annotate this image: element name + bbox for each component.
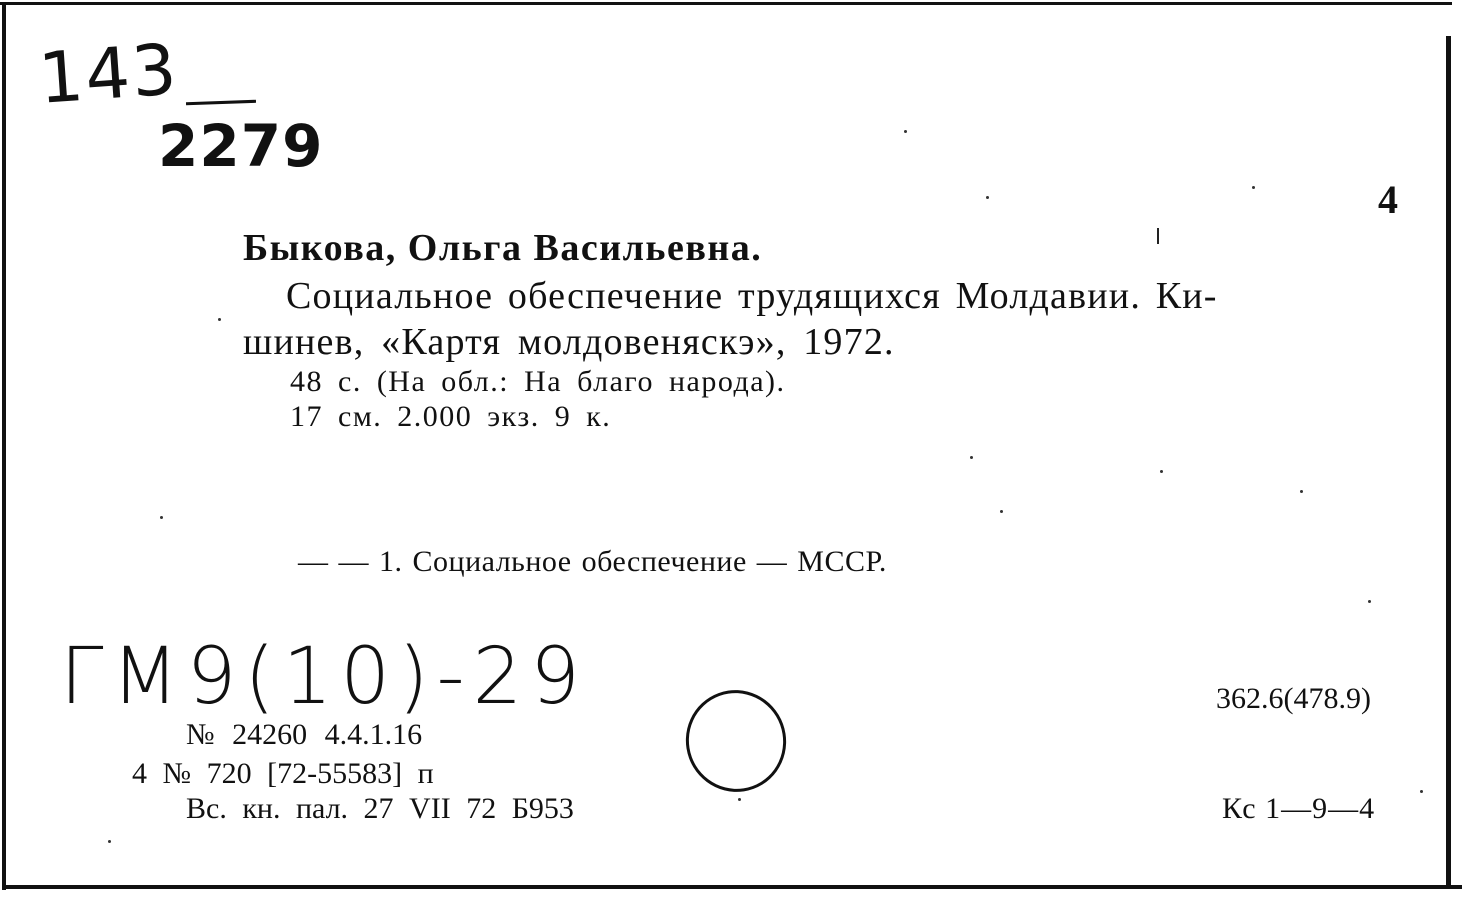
stamp-circle [672, 676, 801, 806]
author-heading: Быкова, Ольга Васильевна. [243, 227, 763, 269]
scan-speck [904, 130, 907, 133]
scan-speck [108, 840, 111, 843]
title-line-1: Социальное обеспечение трудящихся Молдавии. Ки- [286, 275, 1218, 317]
physical-description-line-2: 17 см. 2.000 экз. 9 к. [290, 400, 612, 433]
scan-speck [738, 798, 741, 801]
card-border-left [2, 2, 6, 890]
card-border-right [1446, 36, 1451, 888]
card-number: 4 [1378, 177, 1398, 222]
registration-number-line-1: № 24260 4.4.1.16 [186, 718, 423, 751]
card-border-top [0, 2, 1452, 5]
handwritten-classification: ГМ9(10)-29 [60, 632, 588, 722]
udc-code: 362.6(478.9) [1216, 682, 1371, 715]
title-line-2: шинев, «Картя молдовеняскэ», 1972. [243, 321, 895, 363]
card-border-bottom [2, 885, 1462, 889]
subject-heading: — — 1. Социальное обеспечение — МССР. [298, 545, 887, 578]
scan-speck [1420, 790, 1423, 793]
scan-speck [1300, 490, 1303, 493]
scan-speck [1252, 186, 1255, 189]
scan-speck [1368, 600, 1371, 603]
handwritten-shelfmark-bottom: 2279 [158, 112, 324, 180]
handwritten-shelfmark-top: 143 [36, 28, 181, 120]
scan-speck [1000, 510, 1003, 513]
scan-speck [218, 318, 221, 321]
handwritten-fraction-line [186, 100, 256, 105]
registration-number-line-3: Вс. кн. пал. 27 VII 72 Б953 [186, 792, 574, 825]
scan-speck [986, 196, 989, 199]
kc-code: Кс 1—9—4 [1222, 792, 1376, 825]
physical-description-line-1: 48 с. (На обл.: На благо народа). [290, 365, 786, 398]
scan-speck [970, 456, 973, 459]
registration-number-line-2: 4 № 720 [72-55583] п [132, 757, 434, 790]
scan-mark [1157, 228, 1159, 244]
scan-speck [1160, 470, 1163, 473]
scan-speck [160, 516, 163, 519]
